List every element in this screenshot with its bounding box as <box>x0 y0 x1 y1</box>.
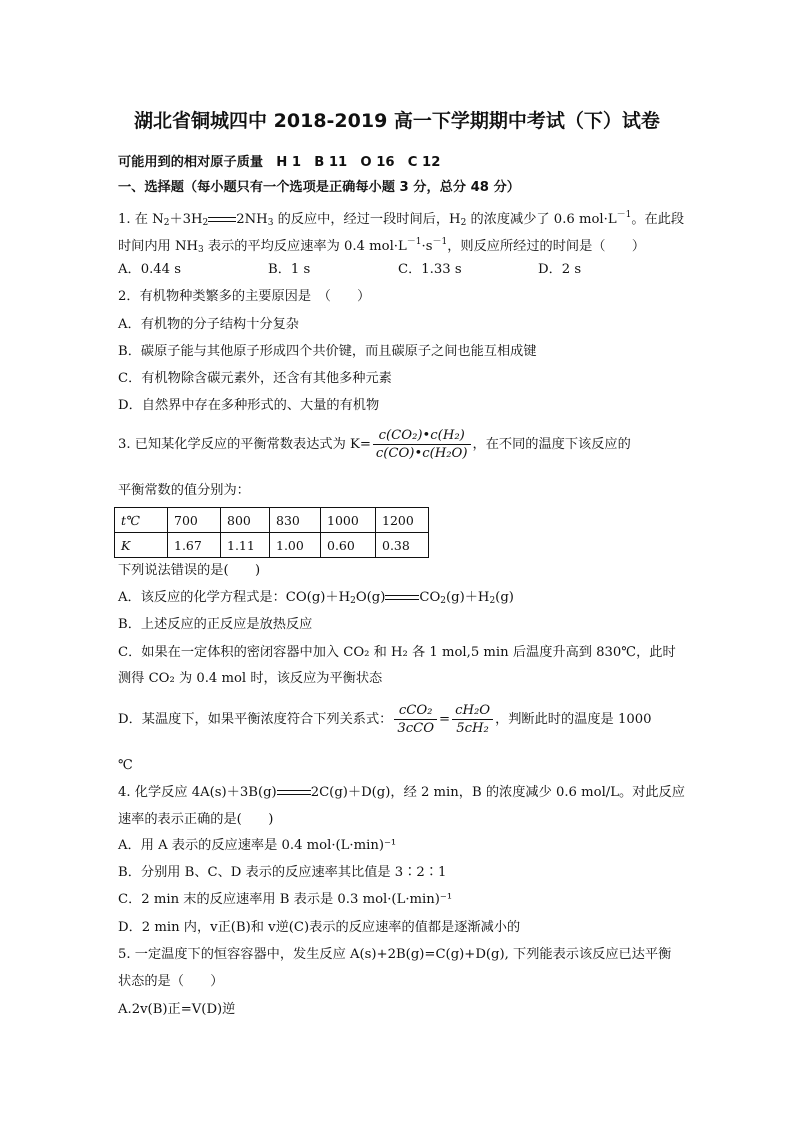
q3-option-d: D．某温度下，如果平衡浓度符合下列关系式： $\frac{\text{cCO₂}}{\text{3cCO}}$ = $\frac{\text{cH₂O}}{\text{5cH₂}}$ ，判断此时的温度是 1000 <box>118 703 652 736</box>
q4-line1: 4. 化学反应 4A(s)＋3B(g) 2C(g)＋D(g)，经 2 min，B 的浓度减少 0.6 mol/L。对此反应 <box>118 785 685 800</box>
equilibrium-arrow-icon <box>208 215 236 225</box>
q1-line1: 1. 在 $N_2+3H_2$ $2NH_3$ 的反应中，经过一段时间后，$H_2$ 的浓度减少了 0.6 $mol\cdot L^{-1}$。在此段 <box>118 210 685 228</box>
q4-line2: 速率的表示正确的是( ) <box>118 812 274 827</box>
table-cell: 0.38 <box>376 533 429 558</box>
table-cell: 0.60 <box>321 533 376 558</box>
q1-option-c: C．1.33 s <box>398 262 462 277</box>
table-cell: 1000 <box>321 508 376 533</box>
q1-option-b: B．1 s <box>268 262 311 277</box>
q3-option-a: A．该反应的化学方程式是：$CO(g)+H_2O(g)$ $CO_2(g)+H_2(g)$ <box>118 590 514 606</box>
q1-option-a: A．0.44 s <box>118 262 182 277</box>
q1-option-d: D．2 s <box>538 262 582 277</box>
q2-option-c: C．有机物除含碳元素外，还含有其他多种元素 <box>118 371 392 386</box>
q2-stem: 2．有机物种类繁多的主要原因是 （ ） <box>118 289 371 304</box>
table-row <box>115 508 429 533</box>
atomic-masses: 可能用到的相对原子质量 H 1 B 11 O 16 C 12 <box>118 155 441 170</box>
q5-line2: 状态的是（ ） <box>118 974 224 989</box>
q2-option-a: A．有机物的分子结构十分复杂 <box>118 317 299 332</box>
q4-option-a: A．用 A 表示的反应速率是 0.4 mol·(L·min)⁻¹ <box>118 838 397 853</box>
q4-option-d: D．2 min 内，v正(B)和 v逆(C)表示的反应速率的值都是逐渐减小的 <box>118 920 521 935</box>
equilibrium-constant-table <box>114 507 429 558</box>
q3-line3: 下列说法错误的是( ) <box>118 563 261 578</box>
table-cell: 800 <box>221 508 270 533</box>
q4-option-c: C．2 min 末的反应速率用 B 表示是 0.3 mol·(L·min)⁻¹ <box>118 892 453 907</box>
q1-line2: 时间内用 $NH_3$ 表示的平均反应速率为 0.4 $mol\cdot L^{-1}\cdot s^{-1}$，则反应所经过的时间是（ ） <box>118 237 646 255</box>
table-cell: 1.00 <box>270 533 321 558</box>
table-cell: 1200 <box>376 508 429 533</box>
q5-line1: 5. 一定温度下的恒容容器中，发生反应 A(s)+2B(g)=C(g)+D(g), 下列能表示该反应已达平衡 <box>118 947 672 962</box>
q3-option-c-line1: C．如果在一定体积的密闭容器中加入 CO₂ 和 H₂ 各 1 mol,5 min 后温度升高到 830℃，此时 <box>118 645 676 660</box>
equilibrium-arrow-icon <box>385 593 419 603</box>
q2-option-d: D．自然界中存在多种形式的、大量的有机物 <box>118 398 380 413</box>
table-cell: 1.11 <box>221 533 270 558</box>
equilibrium-arrow-icon <box>277 788 311 798</box>
q2-option-b: B．碳原子能与其他原子形成四个共价键，而且碳原子之间也能互相成键 <box>118 344 537 359</box>
table-head-temp: t℃ <box>115 508 168 533</box>
q3-line2: 平衡常数的值分别为： <box>118 483 250 498</box>
page-title: 湖北省铜城四中 2018-2019 高一下学期期中考试（下）试卷 <box>134 110 660 132</box>
table-head-k: K <box>115 533 168 558</box>
concentration-fraction-1: $\frac{\text{cCO₂}}{\text{3cCO}}$ <box>394 702 437 737</box>
concentration-fraction-2: $\frac{\text{cH₂O}}{\text{5cH₂}}$ <box>452 702 493 737</box>
table-cell: 700 <box>168 508 221 533</box>
q3-option-b: B．上述反应的正反应是放热反应 <box>118 617 313 632</box>
table-cell: 1.67 <box>168 533 221 558</box>
section-heading: 一、选择题（每小题只有一个选项是正确每小题 3 分，总分 48 分） <box>118 180 520 195</box>
q4-option-b: B．分别用 B、C、D 表示的反应速率其比值是 3∶2∶1 <box>118 865 447 880</box>
equilibrium-constant-fraction: $\frac{\text{c(CO₂)•c(H₂)}}{\text{c(CO)•c(H₂O)}}$ <box>373 427 471 462</box>
q3-line1: 3. 已知某化学反应的平衡常数表达式为 K= $\frac{\text{c(CO₂)•c(H₂)}}{\text{c(CO)•c(H₂O)}}$ ，在不同的温度下该反应的 <box>118 428 631 461</box>
q5-option-a: A.2v(B)正=V(D)逆 <box>118 1002 236 1017</box>
q3-option-c-line2: 测得 CO₂ 为 0.4 mol 时，该反应为平衡状态 <box>118 671 383 686</box>
table-cell: 830 <box>270 508 321 533</box>
table-row <box>115 533 429 558</box>
q3-option-d-unit: ℃ <box>118 758 133 773</box>
